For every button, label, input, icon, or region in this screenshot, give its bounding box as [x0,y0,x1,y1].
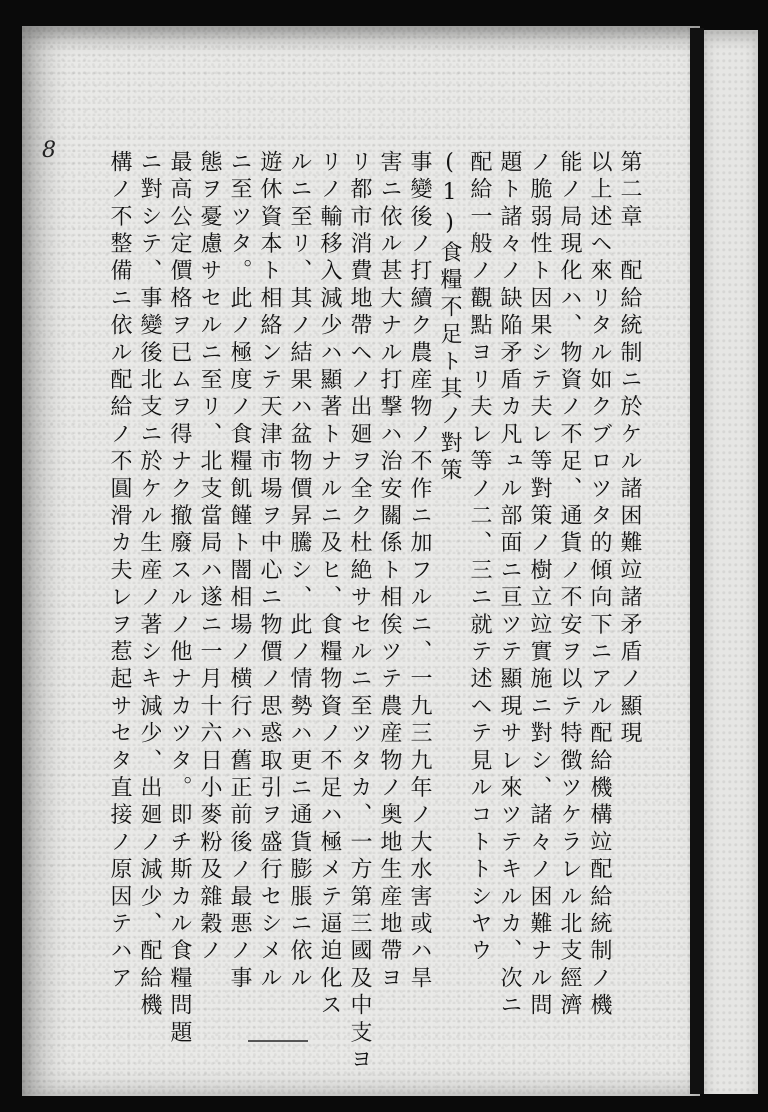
facing-page-edge [704,30,758,1094]
text-column: 以上述ヘ來リタル如クブロツタ的傾向下ニアル配給機構竝配給統制ノ機 [587,150,612,1021]
text-column: 構ノ不整備ニ依ル配給ノ不圓滑カ夫レヲ惹起サセタ直接ノ原因テハア [107,150,132,994]
text-column: リノ輸移入減少ハ顯著トナルニ及ヒ、食糧物資ノ不足ハ極メテ逼迫化ス [317,150,342,1021]
text-column: 態ヲ憂慮サセルニ至リ、北支當局ハ遂ニ一月十六日小麥粉及雜穀ノ [197,150,222,966]
text-column: ニ對シテ、事變後北支ニ於ケル生産ノ著シキ減少、出廻ノ減少、配給機 [137,150,162,1021]
text-column: 配給一般ノ觀點ヨリ夫レ等ノ二、三ニ就テ述ヘテ見ルコトトシヤウ [467,150,492,966]
text-column: ルニ至リ、其ノ結果ハ盆物價昇騰シ、此ノ情勢ハ更ニ通貨膨脹ニ依ル [287,150,312,994]
text-column: 遊休資本ト相絡ンテ天津市場ヲ中心ニ物價ノ思惑取引ヲ盛行セシメル [257,150,282,994]
text-column: ノ脆弱性ト因果シテ夫レ等對策ノ樹立竝實施ニ對シ、諸々ノ困難ナル問 [527,150,552,1021]
text-column: 能ノ局現化ハ、物資ノ不足、通貨ノ不安ヲ以テ特徴ツケラレル北支經濟 [557,150,582,1021]
text-column: 害ニ依ル甚大ナル打撃ハ治安關係ト相俟ツテ農産物ノ奥地生産地帶ヨ [377,150,402,994]
book-gutter [690,28,704,1094]
text-column: 最高公定價格ヲ已ムヲ得ナク撤廢スルノ他ナカツタ。即チ斯カル食糧問題 [167,150,192,1048]
bottom-rule-mark [248,1040,308,1042]
vertical-text-block [78,150,644,1075]
section-heading: (1)食糧不足ト其ノ對策 [437,150,462,486]
text-column: 事變後ノ打續ク農産物ノ不作ニ加フルニ、一九三九年ノ大水害或ハ旱 [407,150,432,994]
text-column: ニ至ツタ。此ノ極度ノ食糧飢饉ト闇相場ノ横行ハ舊正前後ノ最悪ノ事 [227,150,252,994]
chapter-title: 第二章 配給統制ニ於ケル諸困難竝諸矛盾ノ顯現 [617,150,642,749]
text-column: リ都市消費地帶ヘノ出廻ヲ全ク杜絶サセルニ至ツタカ、一方第三國及中支ヨ [347,150,372,1075]
page-number: 8 [42,138,56,163]
text-column: 題ト諸々ノ缺陥矛盾カ凡ュル部面ニ亘ツテ顯現サレ來ツテキルカ、次ニ [497,150,522,1021]
